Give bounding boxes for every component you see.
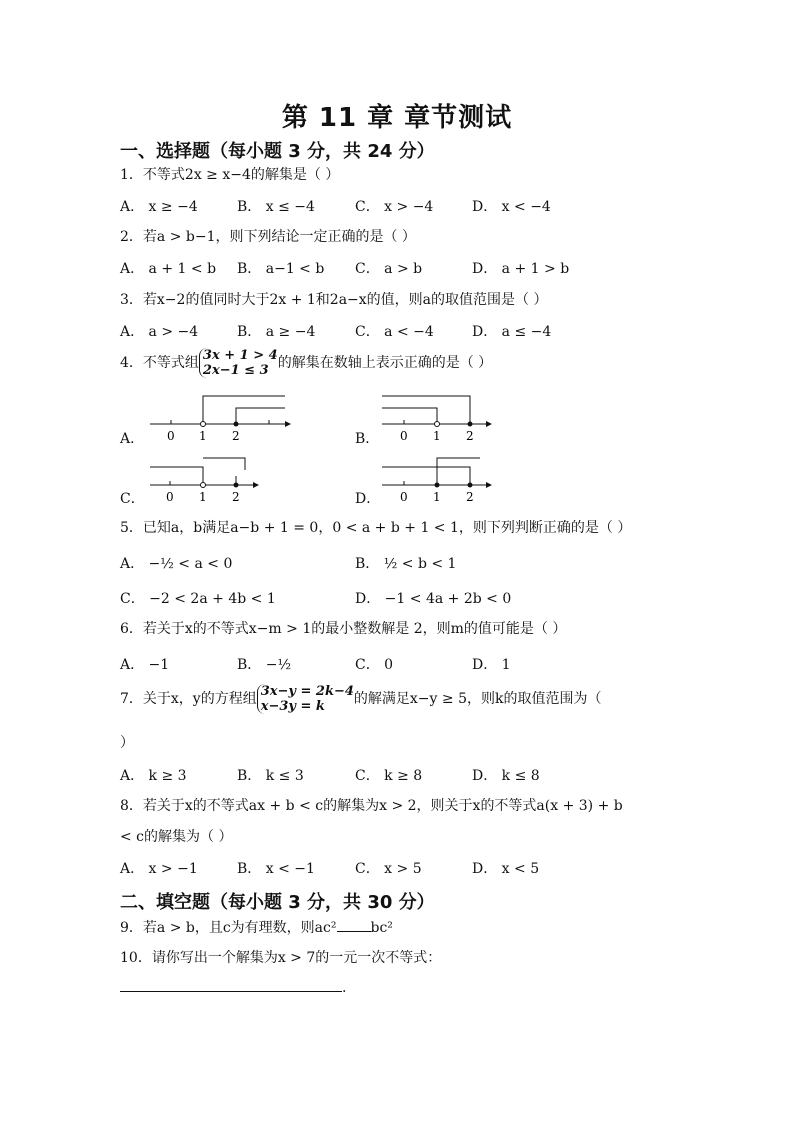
q4-option-d: D． bbox=[355, 491, 381, 507]
q4-option-a: A． bbox=[120, 431, 145, 447]
q7-sys-line-1: 3x−y = 2k−4 bbox=[260, 684, 354, 699]
tick-label-2: 2 bbox=[232, 490, 240, 504]
question-5-stem: 5．已知a，b满足a−b + 1 = 0，0 < a + b + 1 < 1，则下列判断正确的是（ ） bbox=[120, 520, 632, 536]
q2-option-c: C． a > b bbox=[355, 261, 423, 277]
q5-option-a: A． −½ < a < 0 bbox=[120, 556, 233, 572]
q1-option-c: C． x > −4 bbox=[355, 199, 434, 215]
q1-option-d: D． x < −4 bbox=[472, 199, 551, 215]
q2-option-d: D． a + 1 > b bbox=[472, 261, 570, 277]
q5-option-b: B． ½ < b < 1 bbox=[355, 556, 457, 572]
q7-option-b: B． k ≤ 3 bbox=[237, 768, 304, 784]
q8-option-d: D． x < 5 bbox=[472, 861, 540, 877]
question-6-stem: 6．若关于x的不等式x−m > 1的最小整数解是 2，则m的值可能是（ ） bbox=[120, 621, 567, 637]
q9-answer-blank[interactable] bbox=[337, 919, 371, 932]
question-4-stem bbox=[120, 348, 492, 378]
tick-label-2: 2 bbox=[232, 429, 240, 443]
tick-label-0: 0 bbox=[167, 429, 175, 443]
q7-option-a: A． k ≥ 3 bbox=[120, 768, 187, 784]
q6-option-d: D． 1 bbox=[472, 657, 511, 673]
q5-option-d: D． −1 < 4a + 2b < 0 bbox=[355, 591, 512, 607]
section-heading-choice: 一、选择题（每小题 3 分，共 24 分） bbox=[120, 141, 435, 162]
question-10-stem: 10．请你写出一个解集为x > 7的一元一次不等式： bbox=[120, 950, 442, 966]
q7-option-d: D． k ≤ 8 bbox=[472, 768, 540, 784]
q1-option-a: A． x ≥ −4 bbox=[120, 199, 198, 215]
tick-label-1: 1 bbox=[433, 429, 441, 443]
tick-label-1: 1 bbox=[199, 490, 207, 504]
q10-answer-line[interactable] bbox=[120, 990, 342, 992]
q4-sys-line-1: 3x + 1 > 4 bbox=[202, 348, 278, 363]
q3-option-a: A． a > −4 bbox=[120, 324, 199, 340]
section-heading-fill-in: 二、填空题（每小题 3 分，共 30 分） bbox=[120, 892, 435, 913]
q4-suffix: 的解集在数轴上表示正确的是（ ） bbox=[277, 355, 493, 371]
question-8-line-2: < c的解集为（ ） bbox=[120, 829, 233, 845]
q1-option-b: B． x ≤ −4 bbox=[237, 199, 315, 215]
q4-option-b: B． bbox=[355, 431, 380, 447]
tick-label-0: 0 bbox=[400, 429, 408, 443]
q4-number-line-d bbox=[380, 452, 500, 506]
q9-text-after-blank: bc² bbox=[370, 920, 393, 936]
q7-option-c: C． k ≥ 8 bbox=[355, 768, 423, 784]
page-title: 第 11 章 章节测试 bbox=[281, 103, 513, 133]
q3-option-d: D． a ≤ −4 bbox=[472, 324, 552, 340]
question-8-line-1: 8．若关于x的不等式ax + b < c的解集为x > 2，则关于x的不等式a(x + 3) + b bbox=[120, 798, 623, 814]
question-9 bbox=[120, 917, 393, 937]
q3-option-c: C． a < −4 bbox=[355, 324, 434, 340]
q8-option-a: A． x > −1 bbox=[120, 861, 198, 877]
q4-prefix: 4．不等式组 bbox=[120, 355, 199, 371]
tick-label-1: 1 bbox=[199, 429, 207, 443]
q7-suffix: 的解满足x−y ≥ 5，则k的取值范围为（ bbox=[353, 691, 602, 707]
q4-number-line-a bbox=[145, 390, 295, 444]
question-3-stem: 3．若x−2的值同时大于2x + 1和2a−x的值，则a的取值范围是（ ） bbox=[120, 292, 548, 308]
q2-option-a: A． a + 1 < b bbox=[120, 261, 217, 277]
q4-number-line-c bbox=[145, 452, 265, 506]
q6-option-b: B． −½ bbox=[237, 657, 292, 673]
q8-option-c: C． x > 5 bbox=[355, 861, 422, 877]
q5-option-c: C． −2 < 2a + 4b < 1 bbox=[120, 591, 276, 607]
question-1-stem: 1．不等式2x ≥ x−4的解集是（ ） bbox=[120, 167, 340, 183]
q4-number-line-b bbox=[380, 390, 500, 444]
q3-option-b: B． a ≥ −4 bbox=[237, 324, 316, 340]
q7-sys-line-2: x−3y = k bbox=[260, 699, 325, 714]
q7-prefix: 7．关于x，y的方程组 bbox=[120, 691, 257, 707]
q4-inequality-system bbox=[199, 348, 278, 378]
q6-option-a: A． −1 bbox=[120, 657, 170, 673]
q4-sys-line-2: 2x−1 ≤ 3 bbox=[202, 363, 269, 378]
tick-label-1: 1 bbox=[433, 490, 441, 504]
q10-period: . bbox=[342, 980, 347, 996]
tick-label-0: 0 bbox=[400, 490, 408, 504]
q2-option-b: B． a−1 < b bbox=[237, 261, 325, 277]
q6-option-c: C． 0 bbox=[355, 657, 394, 673]
q7-continuation: ） bbox=[120, 735, 134, 751]
question-2-stem: 2．若a > b−1，则下列结论一定正确的是（ ） bbox=[120, 229, 416, 245]
question-7-stem bbox=[120, 684, 601, 714]
q4-option-c: C． bbox=[120, 491, 145, 507]
q8-option-b: B． x < −1 bbox=[237, 861, 315, 877]
tick-label-2: 2 bbox=[466, 429, 474, 443]
tick-label-0: 0 bbox=[166, 490, 174, 504]
q7-equation-system bbox=[257, 684, 354, 714]
tick-label-2: 2 bbox=[466, 490, 474, 504]
q9-text-before-blank: 9．若a > b，且c为有理数，则ac² bbox=[120, 920, 337, 936]
